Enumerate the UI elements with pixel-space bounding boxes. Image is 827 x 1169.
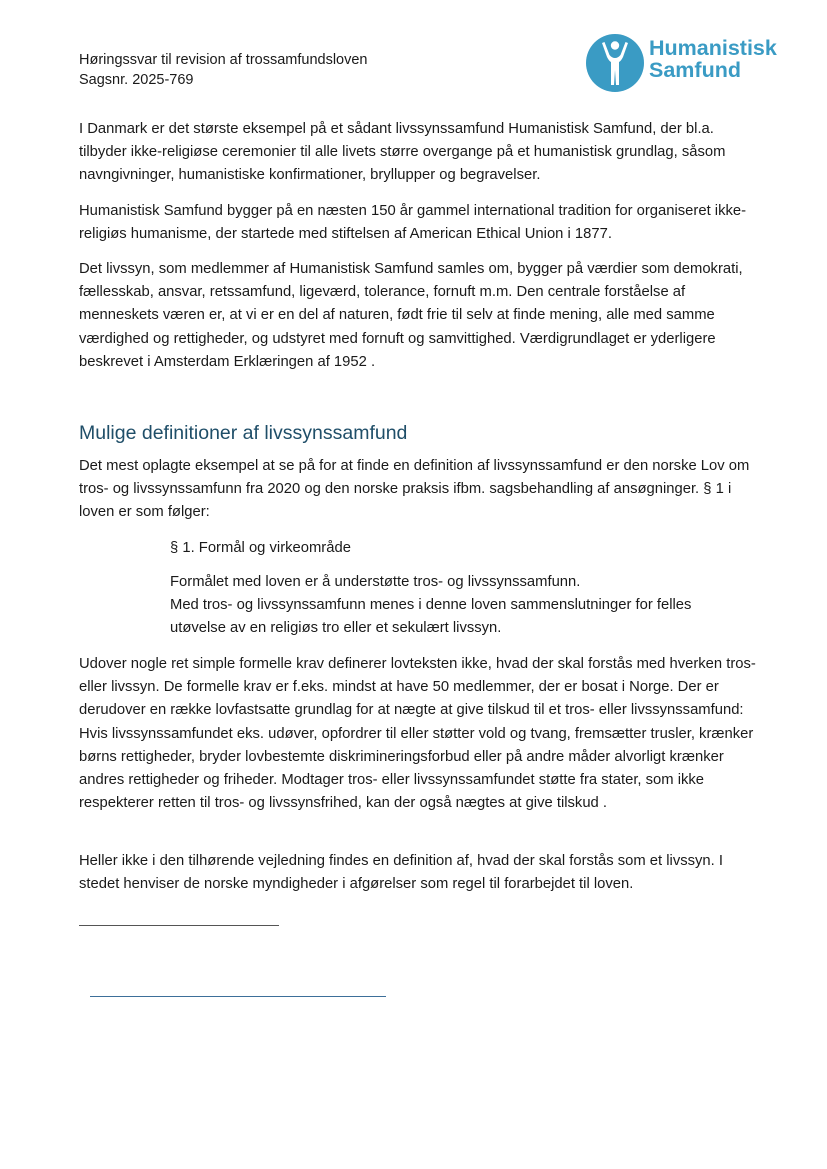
- section-intro: [79, 455, 759, 525]
- quote-title: § 1. Formål og virkeområde: [170, 540, 351, 556]
- header-title: Høringssvar til revision af trossamfundsloven: [79, 52, 368, 68]
- logo-line-1: Humanistisk: [649, 36, 777, 60]
- paragraph-4: [79, 653, 759, 815]
- paragraph-text: Humanistisk Samfund bygger på en næsten 150 år gammel international tradition for organiseret ikke-religiøs humanisme, der startede med stiftelsen af American Ethical Union i 1877.: [79, 203, 747, 243]
- paragraph-3: [79, 258, 759, 374]
- paragraph-text: Udover nogle ret simple formelle krav definerer lovteksten ikke, hvad der skal forstås med hverken tros- eller livssyn. De formelle krav er f.eks. mindst at have 50 medlemmer, der er bosat i Norge. Der er derudover en række lovfastsatte grundlag for at nægte at give tilskud til et tros- eller livssynssamfund: Hvis livssynssamfundet eks. udøver, opfordrer til eller støtter vold og tvang, fremsætter trusler, krænker børns rettigheder, bryder lovbestemte diskrimineringsforbud eller på andre måder alvorligt krænker andres rettigheder og friheder. Modtager tros- eller livssynssamfundet støtte fra stater, som ikke respekterer retten til tros- og livssynsfrihed, kan der også nægtes at give tilskud .: [79, 656, 756, 812]
- law-quote: [170, 571, 750, 641]
- humanist-figure-icon: [585, 33, 645, 93]
- case-number: Sagsnr. 2025-769: [79, 72, 194, 88]
- paragraph-1: [79, 118, 759, 188]
- quote-line: Med tros- og livssynssamfunn menes i denne loven sammenslutninger for felles utøvelse av en religiøs tro eller et sekulært livssyn.: [170, 597, 692, 637]
- paragraph-text: Det mest oplagte eksempel at se på for at finde en definition af livssynssamfund er den norske Lov om tros- og livssynssamfunn fra 2020 og den norske praksis ifbm. sagsbehandling af ansøgninger. § 1 i loven er som følger:: [79, 458, 750, 521]
- page-header: [79, 50, 368, 90]
- paragraph-text: Heller ikke i den tilhørende vejledning findes en definition af, hvad der skal forstås som et livssyn. I stedet henviser de norske myndigheder i afgørelser som regel til forarbejdet til loven.: [79, 853, 723, 893]
- footnote-link-underline: [90, 996, 386, 997]
- logo-line-2: Samfund: [649, 58, 741, 82]
- paragraph-2: [79, 200, 759, 246]
- paragraph-5: [79, 850, 759, 896]
- logo-wordmark: [649, 37, 777, 81]
- humanistisk-samfund-logo: [585, 33, 785, 93]
- footnote-separator: [79, 925, 279, 926]
- paragraph-text: Det livssyn, som medlemmer af Humanistisk Samfund samles om, bygger på værdier som demokrati, fællesskab, ansvar, retssamfund, ligeværd, tolerance, fornuft m.m. Den centrale forståelse af menneskets væren er, at vi er en del af naturen, født frie til selv at finde mening, alle med samme værdighed og rettigheder, og udstyret med fornuft og samvittighed. Værdigrundlaget er yderligere beskrevet i Amsterdam Erklæringen af 1952 .: [79, 261, 743, 370]
- section-heading: Mulige definitioner af livssynssamfund: [79, 422, 408, 444]
- paragraph-text: I Danmark er det største eksempel på et sådant livssynssamfund Humanistisk Samfund, der bl.a. tilbyder ikke-religiøse ceremonier til alle livets større overgange på et humanistisk grundlag, såsom navngivninger, humanistiske konfirmationer, bryllupper og begravelser.: [79, 121, 726, 184]
- quote-line: Formålet med loven er å understøtte tros- og livssynssamfunn.: [170, 574, 581, 590]
- law-quote-title: [170, 537, 750, 560]
